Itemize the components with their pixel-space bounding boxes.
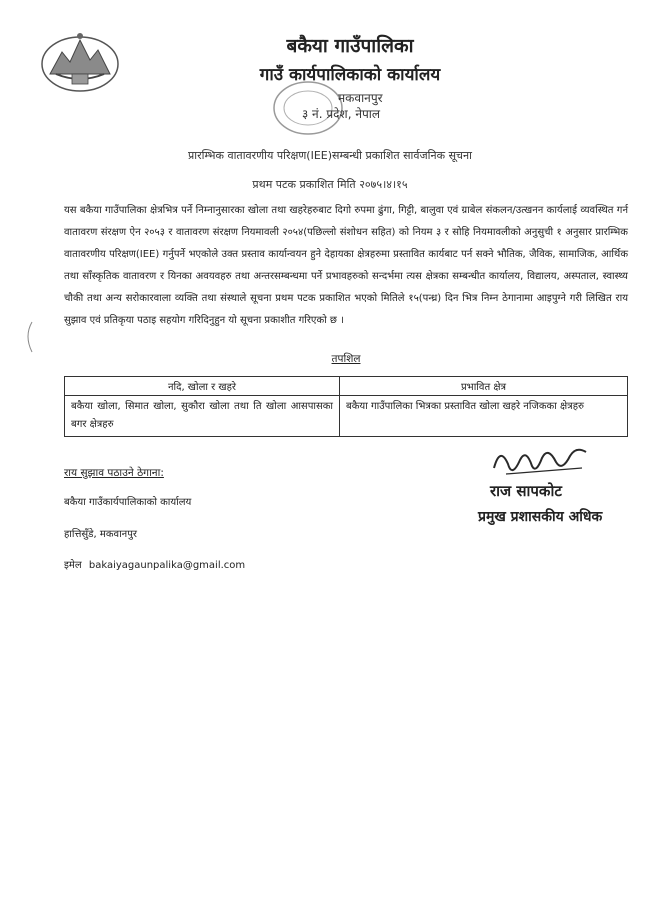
- table-cell-affected-area: बकैया गाउँपालिका भित्रका प्रस्तावित खोला खहरे नजिकका क्षेत्रहरु: [340, 396, 628, 437]
- details-heading: तपशिल: [331, 353, 361, 365]
- handwritten-signature-icon: [486, 438, 596, 484]
- table-cell-rivers: बकैया खोला, सिमात खोला, सुकौरा खोला तथा ति खोला आसपासका बगर क्षेत्रहरु: [65, 396, 340, 437]
- column-header-affected-area: प्रभावित क्षेत्र: [340, 377, 628, 396]
- contact-office: बकैया गाउँकार्यपालिकाको कार्यालय: [64, 497, 192, 508]
- contact-email-row: [64, 557, 245, 571]
- scan-artifact-icon: [22, 320, 36, 354]
- address-province: ३ नं. प्रदेश, नेपाल: [302, 107, 381, 121]
- details-table: [64, 376, 628, 437]
- nepal-emblem-icon: [38, 30, 122, 94]
- contact-heading: राय सुझाव पठाउने ठेगाना:: [64, 467, 164, 479]
- notice-subject: प्रारम्भिक वातावरणीय परिक्षण(IEE)सम्बन्धी प्रकाशित सार्वजनिक सूचना: [188, 149, 472, 162]
- notice-body: यस बकैया गाउँपालिका क्षेत्रभित्र पर्ने निम्नानुसारका खोला तथा खहरेहरुबाट दिगो रुपमा ढुंगा, गिट्टी, बालुवा एवं ग्राबेल संकलन/उत्खनन कार्यलाई व्यवस्थित गर्न वातावरण संरक्षण ऐन २०५३ र वातावरण संरक्षण नियमावली २०५४(पछिल्लो संशोधन सहित) को नियम ३ र सोहि नियमावलीको अनुसुची १ अनुसार प्रारम्भिक वातावरणीय परिक्षण(IEE) गर्नुपर्ने भएकोले उक्त प्रस्ताव कार्यान्वयन हुने देहायका क्षेत्रहरुमा प्रस्तावित कार्यबाट पर्न सक्ने भौतिक, जैविक, सामाजिक, आर्थिक तथा साँस्कृतिक वातावरण र यिनका अवयवहरु तथा अन्तरसम्बन्धमा पर्ने प्रभावहरुको सन्दर्भमा त्यस क्षेत्रका सम्बन्धीत कार्यालय, विद्यालय, अस्पताल, स्वास्थ्य चौकी तथा अन्य सरोकारवाला व्यक्ति तथा संस्थाले सूचना प्रथम पटक प्रकाशित भएको मितिले १५(पन्ध्र) दिन भित्र निम्न ठेगानामा आइपुग्ने गरी लिखित राय सुझाव एवं प्रतिकृया पठाइ सहयोग गरिदिनुहुन यो सूचना प्रकाशीत गरिएको छ ।: [64, 205, 628, 326]
- email-address: bakaiyagaunpalika@gmail.com: [88, 560, 246, 571]
- office-address: [302, 90, 482, 122]
- signatory-title: प्रमुख प्रशासकीय अधिक: [478, 509, 603, 525]
- contact-location: हात्तिसुँडे, मकवानपुर: [64, 529, 137, 540]
- signatory-name: राज सापकोट: [490, 482, 562, 500]
- municipality-title: बकैया गाउँपालिका: [286, 35, 414, 57]
- column-header-rivers: नदि, खोला र खहरे: [65, 377, 340, 396]
- table-row: [65, 396, 628, 437]
- address-district: मकवानपुर: [338, 91, 383, 105]
- publication-date: प्रथम पटक प्रकाशित मिति २०७५।४।१५: [252, 178, 408, 191]
- email-label: इमेल: [64, 560, 82, 571]
- office-title: गाउँ कार्यपालिकाको कार्यालय: [259, 65, 441, 85]
- table-header-row: [65, 377, 628, 396]
